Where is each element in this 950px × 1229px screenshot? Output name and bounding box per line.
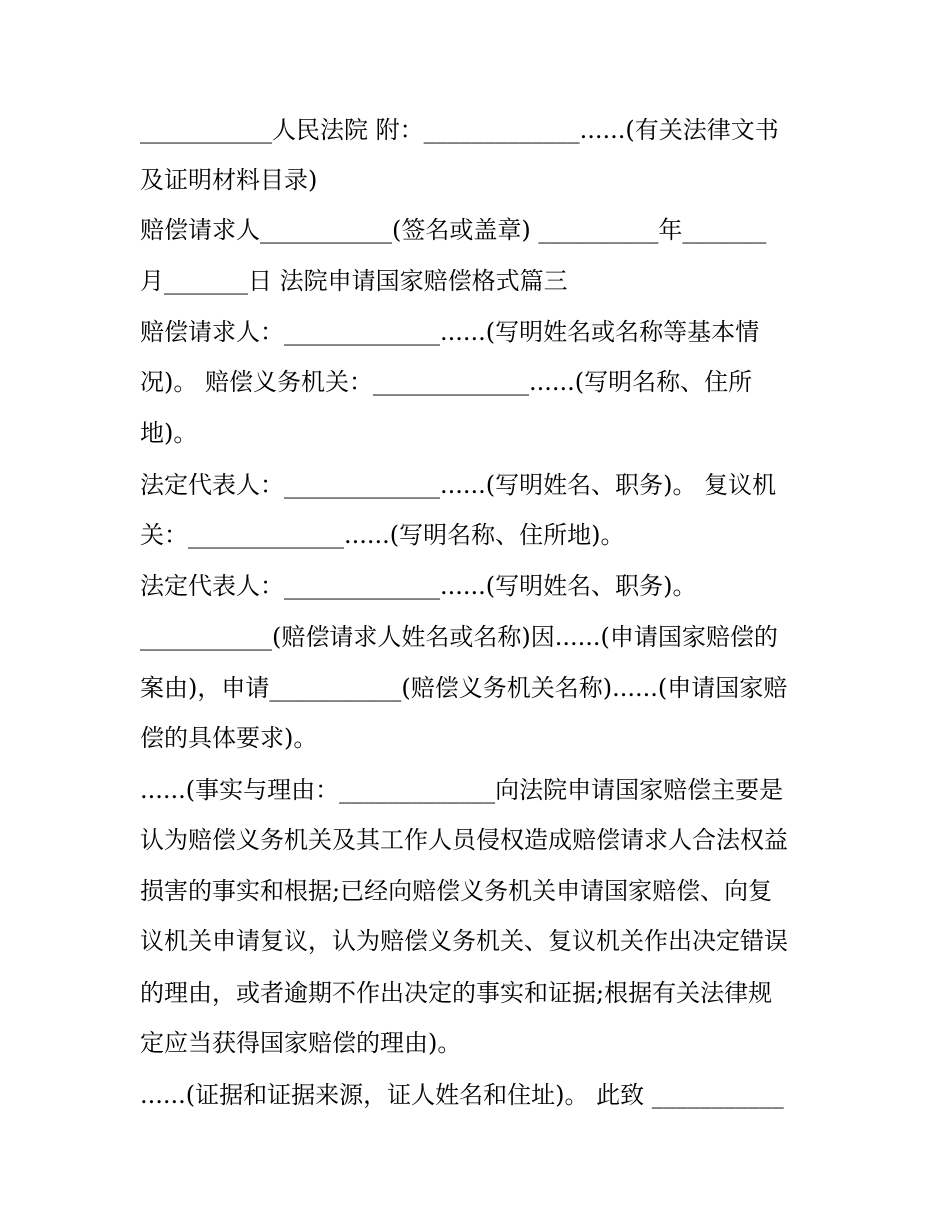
text-line: 法定代表人：_____________......(写明姓名、职务)。 复议机 xyxy=(140,471,777,499)
text-line: ___________(赔偿请求人姓名或名称)因......(申请国家赔偿的 xyxy=(140,623,778,651)
text-line: 认为赔偿义务机关及其工作人员侵权造成赔偿请求人合法权益 xyxy=(140,826,788,854)
text-line: 定应当获得国家赔偿的理由)。 xyxy=(140,1029,462,1057)
text-line: 案由)，申请___________(赔偿义务机关名称)......(申请国家赔 xyxy=(140,674,788,702)
text-line: 议机关申请复议，认为赔偿义务机关、复议机关作出决定错误 xyxy=(140,927,788,955)
text-line: 赔偿请求人：_____________......(写明姓名或名称等基本情 xyxy=(140,318,760,346)
text-line: 地)。 xyxy=(140,419,198,447)
text-line: 赔偿请求人___________(签名或盖章) __________年_______ xyxy=(140,216,767,244)
text-line: ......(证据和证据来源，证人姓名和住址)。 此致 ___________ xyxy=(140,1081,784,1109)
text-line: 损害的事实和根据;已经向赔偿义务机关申请国家赔偿、向复 xyxy=(140,877,773,905)
text-line: 关：_____________......(写明名称、住所地)。 xyxy=(140,521,625,549)
text-line: 法定代表人：_____________......(写明姓名、职务)。 xyxy=(140,572,697,600)
text-line: ......(事实与理由：_____________向法院申请国家赔偿主要是 xyxy=(140,776,784,804)
text-line: 的理由，或者逾期不作出决定的事实和证据;根据有关法律规 xyxy=(140,979,773,1007)
text-line: 况)。 赔偿义务机关：_____________......(写明名称、住所 xyxy=(140,368,753,396)
text-line: 月_______日 法院申请国家赔偿格式篇三 xyxy=(140,267,568,295)
text-line: 偿的具体要求)。 xyxy=(140,724,318,752)
text-line: 及证明材料目录) xyxy=(140,166,318,194)
text-line: ___________人民法院 附：_____________......(有关法律文书 xyxy=(140,116,779,144)
